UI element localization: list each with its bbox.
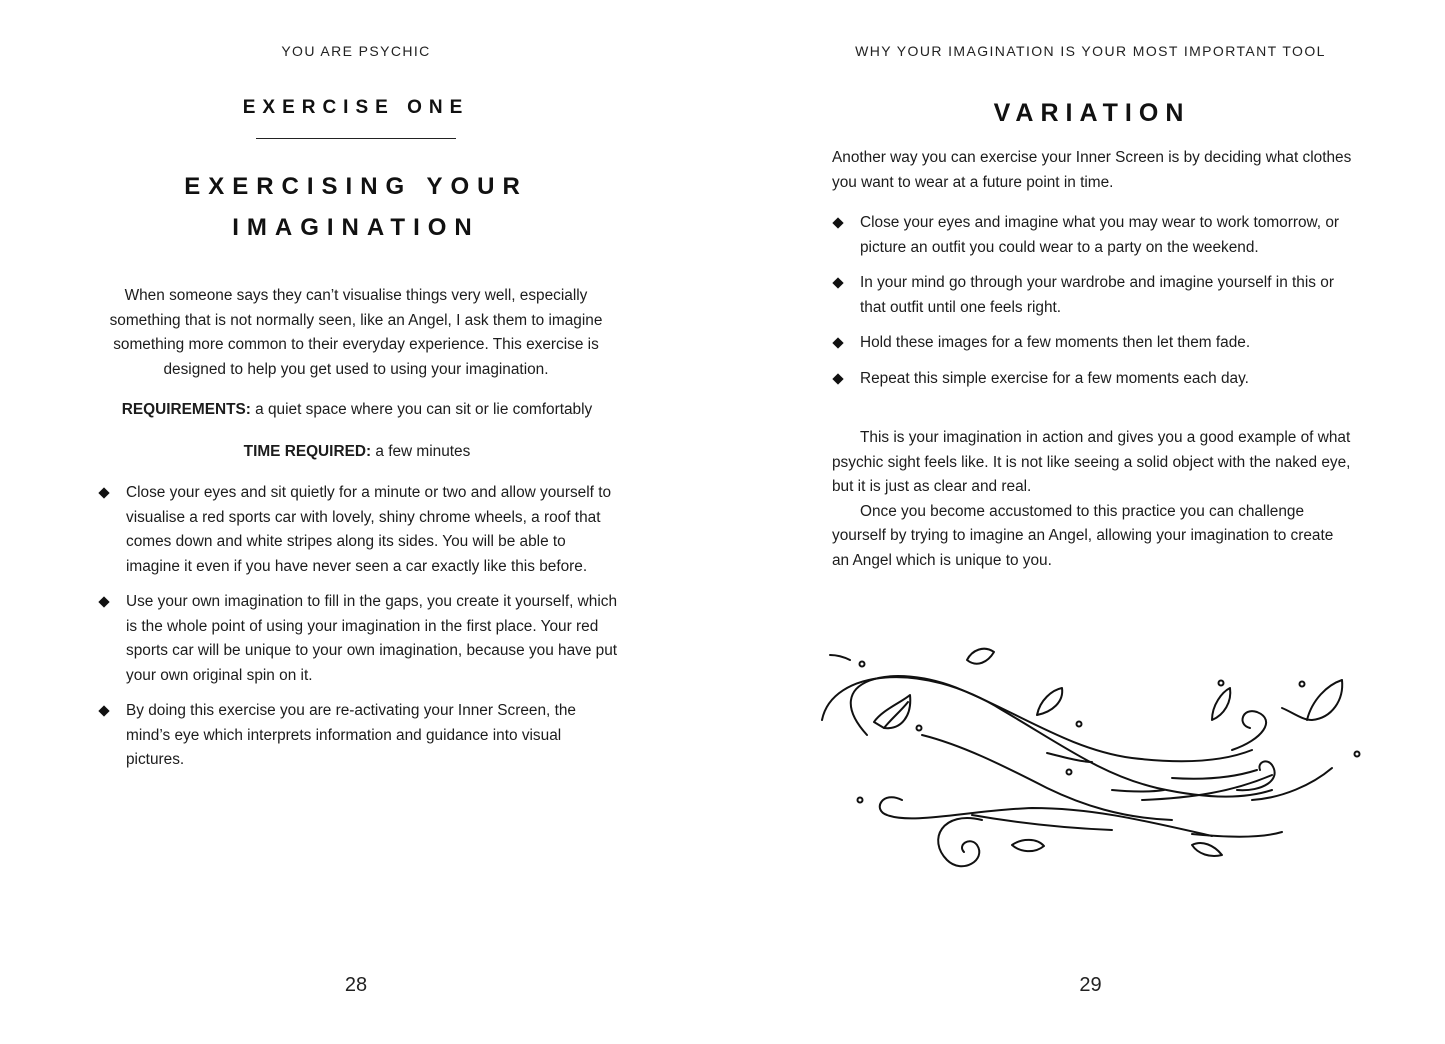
list-item xyxy=(832,367,1352,392)
list-item xyxy=(832,211,1352,260)
time-required-text: a few minutes xyxy=(371,443,471,460)
diamond-bullet-icon xyxy=(98,596,109,607)
running-head-left: YOU ARE PSYCHIC xyxy=(281,43,431,59)
closing-text xyxy=(832,426,1352,573)
title-divider xyxy=(256,138,456,139)
diamond-bullet-icon xyxy=(832,373,843,384)
chapter-title-line-2: IMAGINATION xyxy=(232,214,480,241)
section-title: VARIATION xyxy=(993,99,1191,127)
right-page xyxy=(722,0,1445,1044)
requirements-text: a quiet space where you can sit or lie comfortably xyxy=(250,401,593,418)
page-number-left: 28 xyxy=(344,974,368,996)
page-number-right: 29 xyxy=(1079,974,1102,996)
chapter-title-line-1: EXERCISING YOUR xyxy=(184,173,528,200)
list-item-text: Close your eyes and imagine what you may wear to work tomorrow, or picture an outfit you could wear to a party on the weekend. xyxy=(860,214,1340,256)
running-head-right: WHY YOUR IMAGINATION IS YOUR MOST IMPORTANT TOOL xyxy=(855,43,1326,59)
list-item-text: Hold these images for a few moments then let them fade. xyxy=(860,334,1251,351)
diamond-bullet-icon xyxy=(98,487,109,498)
list-item-text: Repeat this simple exercise for a few moments each day. xyxy=(860,369,1249,387)
diamond-bullet-icon xyxy=(98,705,109,716)
time-required-label: TIME REQUIRED: xyxy=(243,443,372,460)
wind-leaves-illustration xyxy=(812,640,1362,880)
diamond-bullet-icon xyxy=(832,337,843,348)
list-item-text: By doing this exercise you are re-activating your Inner Screen, the mind’s eye which interprets information and guidance into visual pictures. xyxy=(126,702,576,768)
list-item xyxy=(832,271,1352,320)
variation-intro-paragraph: Another way you can exercise your Inner Screen is by deciding what clothes you want to wear at a future point in time. xyxy=(832,149,1352,191)
exercise-label: EXERCISE ONE xyxy=(242,97,470,118)
requirements-line xyxy=(60,398,654,423)
closing-paragraph-2: Once you become accustomed to this practice you can challenge yourself by trying to imagine an Angel, allowing your imagination to create an Angel which is unique to you. xyxy=(832,502,1334,569)
chapter-title xyxy=(0,166,712,248)
list-item xyxy=(98,481,618,579)
closing-paragraph-1: This is your imagination in action and gives you a good example of what psychic sight feels like. It is not like seeing a solid object with the naked eye, but it is just as clear and real. xyxy=(832,429,1351,495)
requirements-label: REQUIREMENTS: xyxy=(121,401,251,418)
variation-steps-list xyxy=(832,211,1352,402)
list-item xyxy=(98,699,618,773)
time-required-line xyxy=(60,440,654,465)
exercise-steps-list xyxy=(98,481,618,784)
diamond-bullet-icon xyxy=(832,217,843,228)
list-item xyxy=(98,590,618,688)
list-item-text: Close your eyes and sit quietly for a minute or two and allow yourself to visualise a red sports car with lovely, shiny chrome wheels, a roof that comes down and white stripes along its sides. You will be able to imagine it even if you have never seen a car exactly like this before. xyxy=(126,484,612,575)
diamond-bullet-icon xyxy=(832,277,843,288)
list-item xyxy=(832,331,1352,356)
list-item-text: In your mind go through your wardrobe and imagine yourself in this or that outfit until one feels right. xyxy=(860,274,1334,316)
list-item-text: Use your own imagination to fill in the gaps, you create it yourself, which is the whole point of using your imagination in the first place. Your red sports car will be unique to your own imagination, because you have put your own original spin on it. xyxy=(126,593,618,684)
intro-paragraph: When someone says they can’t visualise things very well, especially something that is not normally seen, like an Angel, I ask them to imagine something more common to their everyday experience. This exercise is designed to help you get used to using your imagination. xyxy=(109,287,603,378)
left-page xyxy=(0,0,722,1044)
